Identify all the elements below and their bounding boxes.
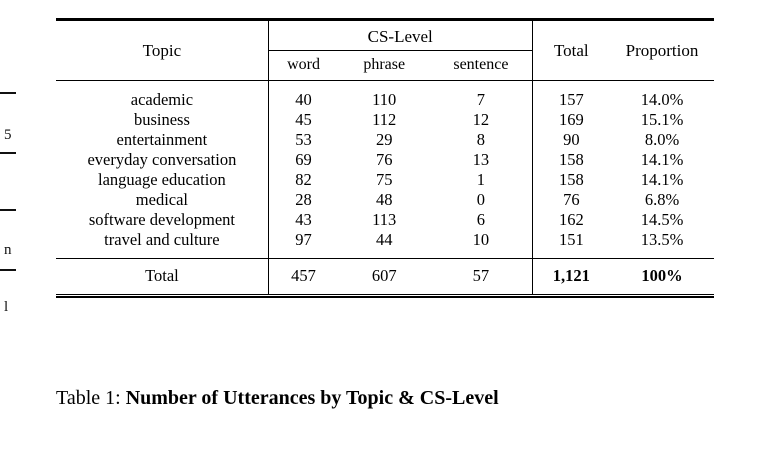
edge-fragment-dash-3 (0, 209, 16, 211)
cell-proportion: 14.0% (640, 90, 684, 109)
footer-cell-proportion: 100% (641, 266, 683, 285)
column-header-sentence: sentence (430, 51, 532, 81)
cell-proportion: 15.1% (640, 110, 684, 129)
column-header-total: Total (532, 21, 610, 80)
table-bottom-double-rule (56, 294, 714, 298)
row-topic-label: everyday conversation (87, 150, 237, 169)
edge-fragment-dash-4 (0, 269, 16, 271)
page-edge-fragments (0, 0, 36, 454)
footer-cell-word: 457 (268, 259, 338, 294)
utterances-table (56, 21, 714, 294)
cell-word: 43 (268, 210, 338, 230)
table-row (56, 81, 714, 110)
cell-proportion: 14.1% (640, 150, 684, 169)
column-header-proportion: Proportion (625, 40, 699, 60)
cell-proportion: 14.1% (640, 170, 684, 189)
caption-title: Number of Utterances by Topic & CS-Level (125, 387, 499, 409)
footer-cell-sentence: 57 (472, 266, 490, 285)
cell-word: 28 (268, 190, 338, 210)
edge-fragment-dash-2 (0, 152, 16, 154)
row-topic-label: entertainment (116, 130, 208, 149)
cell-word: 45 (268, 110, 338, 130)
row-topic-label: software development (88, 210, 235, 229)
cell-proportion: 13.5% (640, 230, 684, 249)
cell-sentence: 13 (472, 150, 490, 169)
cell-total: 157 (532, 81, 610, 110)
cell-sentence: 7 (476, 90, 485, 109)
table-row (56, 130, 714, 150)
cell-total: 162 (532, 210, 610, 230)
table-header-row-group (56, 21, 714, 51)
cell-phrase: 48 (375, 190, 393, 209)
edge-fragment-dash-1 (0, 92, 16, 94)
footer-label-total: Total (145, 266, 179, 285)
column-header-word: word (268, 51, 338, 81)
cell-word: 40 (268, 81, 338, 110)
edge-fragment-glyph-2: n (4, 242, 12, 258)
edge-fragment-glyph-3: l (4, 299, 9, 315)
cell-phrase: 76 (375, 150, 393, 169)
cell-sentence: 10 (472, 230, 490, 249)
footer-cell-total: 1,121 (532, 259, 610, 294)
column-header-cs-level: CS-Level (268, 21, 532, 51)
cell-phrase: 110 (372, 90, 397, 109)
cell-sentence: 1 (476, 170, 485, 189)
table-row (56, 170, 714, 190)
cell-word: 53 (268, 130, 338, 150)
cell-phrase: 75 (375, 170, 393, 189)
cell-proportion: 8.0% (644, 130, 680, 149)
column-header-topic: Topic (142, 40, 182, 60)
table-row (56, 210, 714, 230)
cell-total: 158 (532, 150, 610, 170)
cell-phrase: 29 (375, 130, 393, 149)
edge-fragment-glyph-1: 5 (4, 127, 12, 143)
cell-total: 76 (532, 190, 610, 210)
row-topic-label: language education (97, 170, 226, 189)
cell-sentence: 8 (476, 130, 485, 149)
cell-total: 169 (532, 110, 610, 130)
table-caption (56, 387, 726, 410)
cell-word: 97 (268, 230, 338, 258)
cell-sentence: 6 (476, 210, 485, 229)
cell-total: 90 (532, 130, 610, 150)
cell-word: 82 (268, 170, 338, 190)
table-row (56, 150, 714, 170)
cell-word: 69 (268, 150, 338, 170)
cell-phrase: 113 (372, 210, 397, 229)
cell-sentence: 12 (472, 110, 490, 129)
cell-phrase: 112 (372, 110, 397, 129)
footer-cell-phrase: 607 (371, 266, 397, 285)
column-header-phrase: phrase (338, 51, 430, 81)
row-topic-label: medical (135, 190, 189, 209)
row-topic-label: travel and culture (104, 230, 220, 249)
row-topic-label: business (133, 110, 190, 129)
table-footer-row (56, 259, 714, 294)
table-row (56, 190, 714, 210)
cell-total: 151 (532, 230, 610, 258)
cell-total: 158 (532, 170, 610, 190)
cell-proportion: 14.5% (640, 210, 684, 229)
cell-proportion: 6.8% (644, 190, 680, 209)
row-topic-label: academic (130, 90, 194, 109)
table-row (56, 110, 714, 130)
cell-sentence: 0 (476, 190, 485, 209)
cell-phrase: 44 (375, 230, 393, 249)
table-container (56, 18, 714, 298)
caption-label: Table 1: (56, 387, 126, 409)
table-row (56, 230, 714, 258)
